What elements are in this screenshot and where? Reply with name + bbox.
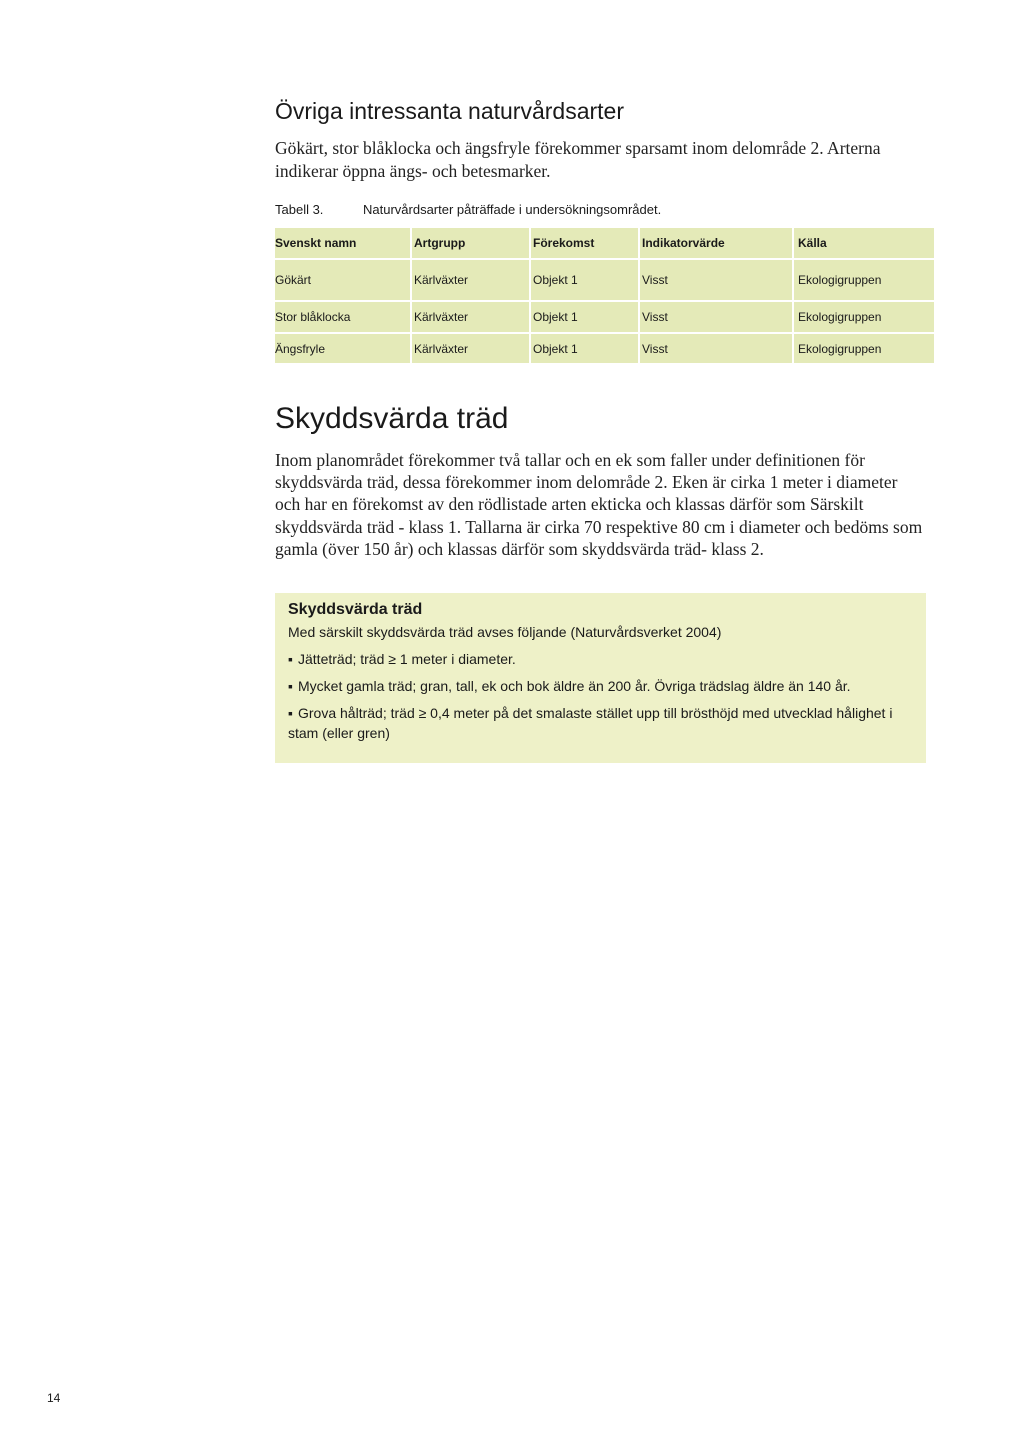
fact-box: [275, 593, 926, 763]
table-caption: [275, 202, 661, 217]
bullet-square-icon: ▪: [288, 705, 293, 721]
table-cell: Ängsfryle: [275, 334, 412, 363]
bullet-square-icon: ▪: [288, 651, 293, 667]
fact-box-content: [288, 601, 918, 750]
fact-box-bullet: [288, 649, 918, 669]
table-cell: Visst: [640, 260, 794, 302]
page-number: 14: [47, 1391, 61, 1405]
section-heading-naturvardsarter: Övriga intressanta naturvårdsarter: [275, 98, 624, 124]
table-header-cell: Artgrupp: [412, 228, 531, 260]
fact-box-bullet-text: Jätteträd; träd ≥ 1 meter i diameter.: [298, 651, 516, 667]
table-cell: Stor blåklocka: [275, 302, 412, 334]
fact-box-bullet: [288, 703, 918, 743]
section-heading-skyddsvarda-trad: Skyddsvärda träd: [275, 402, 509, 435]
table-cell: Kärlväxter: [412, 260, 531, 302]
table-header-cell: Förekomst: [531, 228, 640, 260]
table-caption-text: Naturvårdsarter påträffade i undersökningsområdet.: [363, 202, 662, 217]
fact-box-title: Skyddsvärda träd: [288, 601, 423, 618]
table-cell: Objekt 1: [531, 260, 640, 302]
table-cell: Kärlväxter: [412, 302, 531, 334]
table-row: [275, 334, 934, 363]
table-cell: Objekt 1: [531, 302, 640, 334]
section-paragraph-naturvardsarter: Gökärt, stor blåklocka och ängsfryle förekommer sparsamt inom delområde 2. Arterna indikerar öppna ängs- och betesmarker.: [275, 138, 881, 181]
table-caption-number: Tabell 3.: [275, 202, 324, 217]
table-header-row: [275, 228, 934, 260]
fact-box-bullet-text: Grova hålträd; träd ≥ 0,4 meter på det smalaste stället upp till brösthöjd med utvecklad hålighet i stam (eller gren): [288, 705, 893, 741]
fact-box-bullet-text: Mycket gamla träd; gran, tall, ek och bok äldre än 200 år. Övriga trädslag äldre än 140 år.: [298, 678, 851, 694]
table-header-cell: Indikatorvärde: [640, 228, 794, 260]
table-cell: Ekologigruppen: [794, 334, 934, 363]
section-paragraph-skyddsvarda-trad: Inom planområdet förekommer två tallar och en ek som faller under definitionen för skyddsvärda träd, dessa förekommer inom delområde 2. Eken är cirka 1 meter i diameter och har en förekomst av den rödlistade arten ekticka och klassas därför som Särskilt skyddsvärda träd - klass 1. Tallarna är cirka 70 respektive 80 cm i diameter och bedöms som gamla (över 150 år) och klassas därför som skyddsvärda träd- klass 2.: [275, 450, 923, 559]
species-table: [275, 228, 934, 363]
table-row: [275, 302, 934, 334]
table-cell: Kärlväxter: [412, 334, 531, 363]
table-cell: Objekt 1: [531, 334, 640, 363]
table-header-cell: Källa: [794, 228, 934, 260]
fact-box-intro: Med särskilt skyddsvärda träd avses följande (Naturvårdsverket 2004): [288, 624, 722, 640]
table-cell: Gökärt: [275, 260, 412, 302]
table-cell: Ekologigruppen: [794, 260, 934, 302]
table-cell: Ekologigruppen: [794, 302, 934, 334]
table-header-cell: Svenskt namn: [275, 228, 412, 260]
table-cell: Visst: [640, 302, 794, 334]
table-cell: Visst: [640, 334, 794, 363]
table-row: [275, 260, 934, 302]
fact-box-bullet: [288, 676, 918, 696]
bullet-square-icon: ▪: [288, 678, 293, 694]
